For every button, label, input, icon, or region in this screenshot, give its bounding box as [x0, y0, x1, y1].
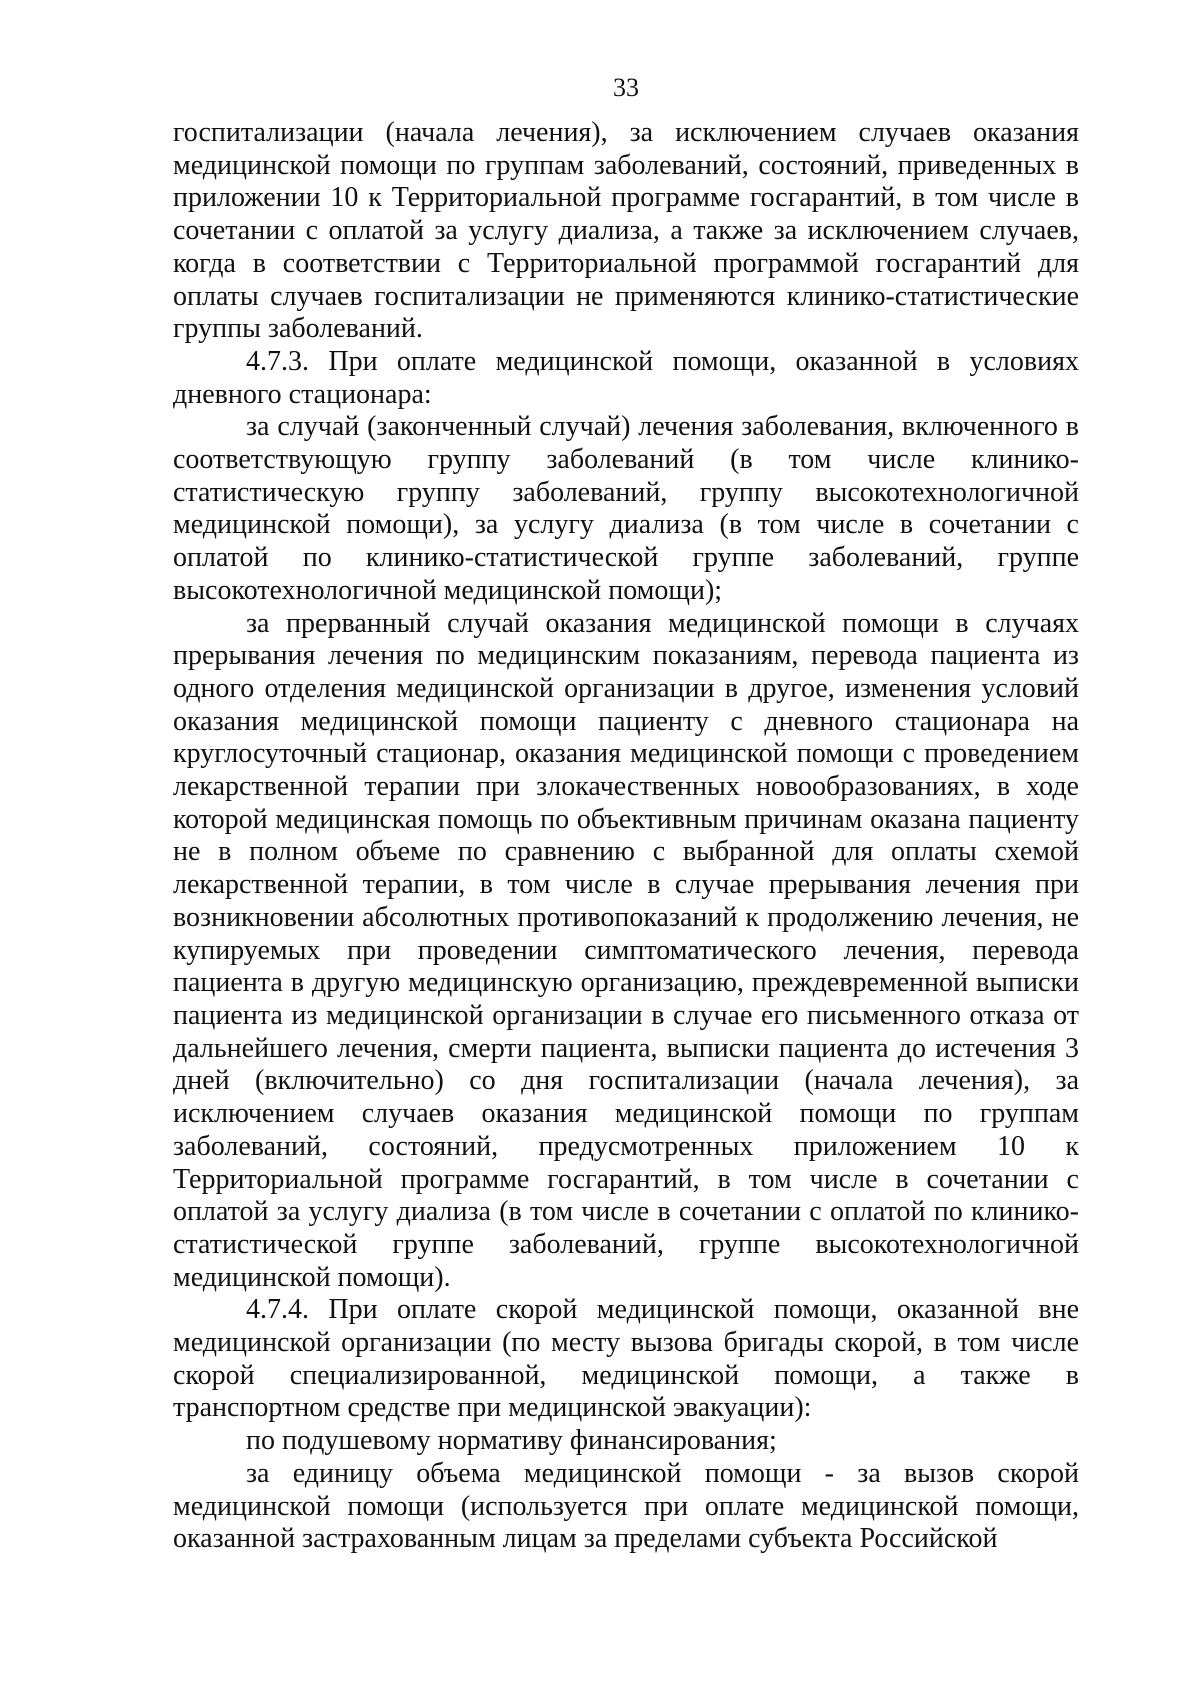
paragraph-6: по подушевому нормативу финансирования; [246, 1425, 777, 1457]
paragraph-7: за единицу объема медицинской помощи - за вызов скорой медицинской помощи (используется при оплате медицинской помощи, оказанной застрахованным лицам за пределами субъекта Российской [173, 1457, 1079, 1555]
paragraph-3: за случай (законченный случай) лечения заболевания, включенного в соответствующую группу заболеваний (в том числе клинико-статистическую группу заболеваний, группу высокотехнологичной медицинской помощи), за услугу диализа (в том числе в сочетании с оплатой по клинико-статистической группе заболеваний, группе высокотехнологичной медицинской помощи); [173, 411, 1079, 606]
page-number: 33 [613, 73, 639, 102]
paragraph-5-section-4-7-4: 4.7.4. При оплате скорой медицинской помощи, оказанной вне медицинской организации (по месту вызова бригады скорой, в том числе скорой специализированной, медицинской помощи, а также в транспортном средстве при медицинской эвакуации): [173, 1294, 1079, 1424]
paragraph-2-section-4-7-3: 4.7.3. При оплате медицинской помощи, оказанной в условиях дневного стационара: [173, 345, 1079, 410]
document-body [173, 117, 1079, 1556]
paragraph-1: госпитализации (начала лечения), за исключением случаев оказания медицинской помощи по группам заболеваний, состояний, приведенных в приложении 10 к Территориальной программе госгарантий, в том числе в сочетании с оплатой за услугу диализа, а также за исключением случаев, когда в соответствии с Территориальной программой госгарантий для оплаты случаев госпитализации не применяются клинико-статистические группы заболеваний. [173, 117, 1079, 345]
document-page [173, 0, 1079, 1697]
paragraph-4: за прерванный случай оказания медицинской помощи в случаях прерывания лечения по медицинским показаниям, перевода пациента из одного отделения медицинской организации в другое, изменения условий оказания медицинской помощи пациенту с дневного стационара на круглосуточный стационар, оказания медицинской помощи с проведением лекарственной терапии при злокачественных новообразованиях, в ходе которой медицинская помощь по объективным причинам оказана пациенту не в полном объеме по сравнению с выбранной для оплаты схемой лекарственной терапии, в том числе в случае прерывания лечения при возникновении абсолютных противопоказаний к продолжению лечения, не купируемых при проведении симптоматического лечения, перевода пациента в другую медицинскую организацию, преждевременной выписки пациента из медицинской организации в случае его письменного отказа от дальнейшего лечения, смерти пациента, выписки пациента до истечения 3 дней (включительно) со дня госпитализации (начала лечения), за исключением случаев оказания медицинской помощи по группам заболеваний, состояний, предусмотренных приложением 10 к Территориальной программе госгарантий, в том числе в сочетании с оплатой за услугу диализа (в том числе в сочетании с оплатой по клинико-статистической группе заболеваний, группе высокотехнологичной медицинской помощи). [173, 607, 1079, 1293]
